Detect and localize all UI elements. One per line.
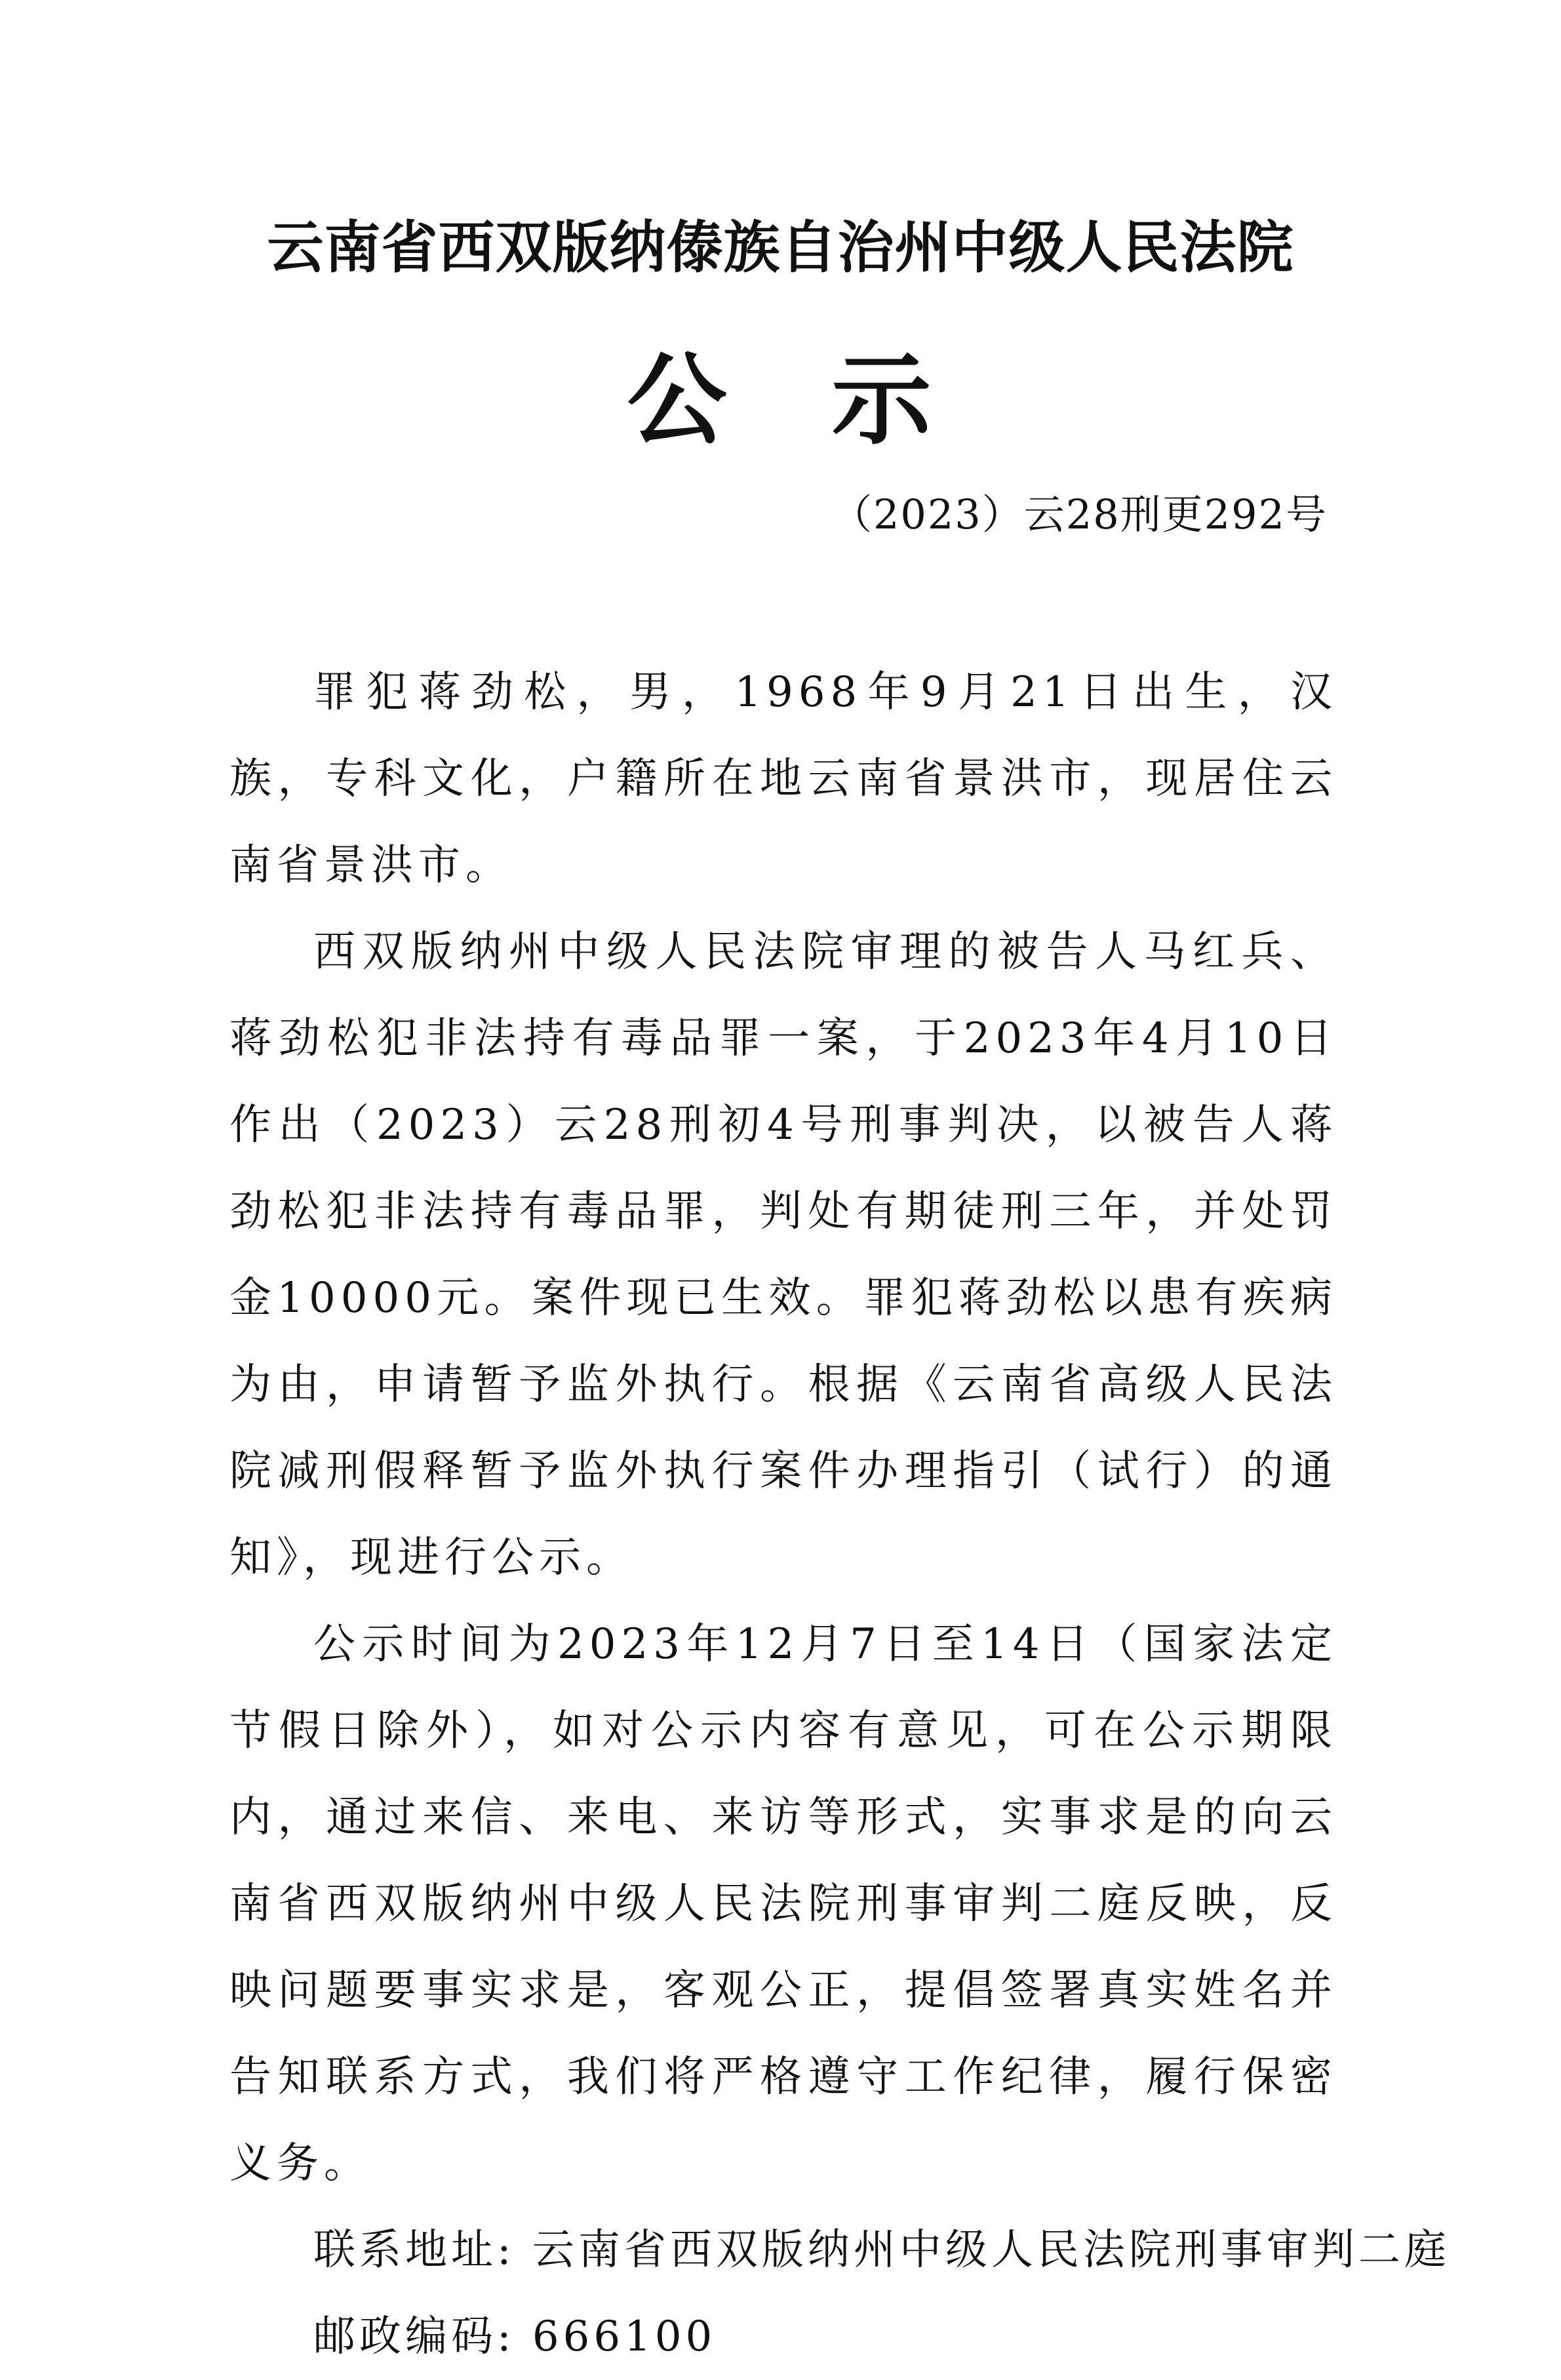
court-name: 云南省西双版纳傣族自治州中级人民法院	[267, 214, 1294, 281]
document-title: 公 示	[627, 341, 934, 458]
notice-body	[229, 649, 1450, 2380]
case-number: （2023）云28刑更292号	[831, 490, 1328, 538]
paragraph-publicity-period: 公示时间为2023年12月7日至14日（国家法定节假日除外），如对公示内容有意见，可在公示期限内，通过来信、来电、来访等形式，实事求是的向云南省西双版纳州中级人民法院刑事审判二庭反映，反映问题要事实求是，客观公正，提倡签署真实姓名并告知联系方式，我们将严格遵守工作纪律，履行保密义务。	[229, 1620, 1337, 2188]
contact-address: 联系地址: 云南省西双版纳州中级人民法院刑事审判二庭	[313, 2226, 1450, 2274]
paragraph-offender-info: 罪犯蒋劲松，男，1968年9月21日出生，汉族，专科文化，户籍所在地云南省景洪市，现居住云南省景洪市。	[229, 668, 1337, 890]
paragraph-case-details: 西双版纳州中级人民法院审理的被告人马红兵、蒋劲松犯非法持有毒品罪一案，于2023年4月10日作出（2023）云28刑初4号刑事判决，以被告人蒋劲松犯非法持有毒品罪，判处有期徒刑三年，并处罚金10000元。案件现已生效。罪犯蒋劲松以患有疾病为由，申请暂予监外执行。根据《云南省高级人民法院减刑假释暂予监外执行案件办理指引（试行）的通知》，现进行公示。	[229, 928, 1337, 1582]
postal-code: 邮政编码: 666100	[313, 2312, 717, 2361]
